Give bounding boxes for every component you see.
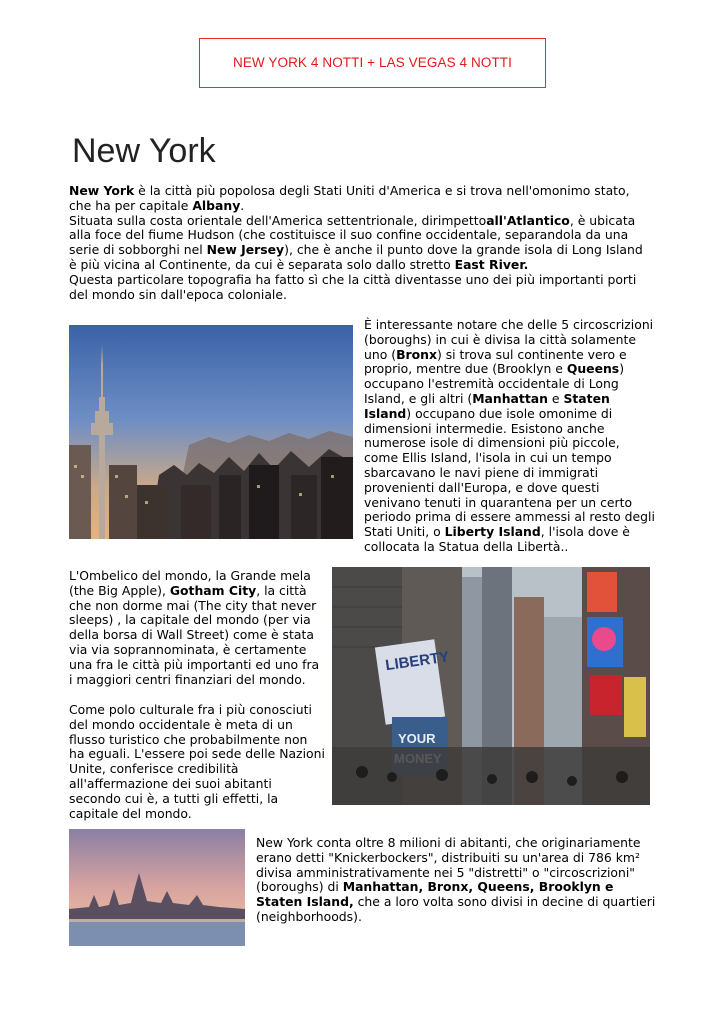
population-text: New York conta oltre 8 milioni di abitanti, che originariamente erano detti "Knickerbockers", distribuiti su un'area di 786 km² divisa amministrativamente nei 5 "distretti" o "circoscrizioni" (boroughs) di Manhattan, Bronx, Queens, Brooklyn e Staten Island, che a loro volta sono divisi in decine di quartieri (neighborhoods). [256, 835, 656, 924]
title-banner [199, 38, 546, 88]
times-square-photo [332, 567, 650, 805]
intro-paragraph-1: New York è la città più popolosa degli Stati Uniti d'America e si trova nell'omonimo stato, che ha per capitale Albany. [69, 183, 630, 213]
your-billboard: YOUR [398, 731, 436, 746]
intro-paragraph-3: Questa particolare topografia ha fatto sì che la città diventasse uno dei più importanti porti del mondo sin dall'epoca coloniale. [69, 271, 637, 302]
nicknames-text: L'Ombelico del mondo, la Grande mela (the Big Apple), Gotham City, la città che non dorme mai (The city that never sleeps) , la capitale del mondo (per via della borsa di Wall Street) come è stata via via soprannominata, è certamente una fra le città più importanti ed uno fra i maggiori centri finanziari del mondo. [69, 568, 320, 687]
intro-paragraph-2: Situata sulla costa orientale dell'America settentrionale, dirimpettoall'Atlantico, è ubicata alla foce del fiume Hudson (che costituisce il suo confine occidentale, separandola da una serie di sobborghi nel New Jersey), che è anche il punto dove la grande isola di Long Island è più vicina al Continente, da cui è separata solo dallo stretto East River. [69, 212, 643, 272]
intro-text [69, 184, 654, 302]
culture-text: Come polo culturale fra i più conosciuti del mondo occidentale è meta di un flusso turistico che probabilmente non ha eguali. L'essere poi sede delle Nazioni Unite, conferisce credibilità all'affermazione dei suoi abitanti secondo cui è, a tutti gli effetti, la capitale del mondo. [69, 702, 325, 821]
boroughs-text: È interessante notare che delle 5 circoscrizioni (boroughs) in cui è divisa la città solamente uno (Bronx) si trova sul continente vero e proprio, mentre due (Brooklyn e Queens) occupano l'estremità occidentale di Long Island, e gli altri (Manhattan e Staten Island) occupano due isole omonime di dimensioni intermedie. Esistono anche numerose isole di dimensioni più piccole, come Ellis Island, l'isola in cui un tempo sbarcavano le navi piene di immigrati provenienti dall'Europa, e dove questi venivano tenuti in quarantena per un certo periodo prima di essere ammessi al resto degli Stati Uniti, o Liberty Island, l'isola dove è collocata la Statua della Libertà.. [364, 317, 655, 554]
banner-text: NEW YORK 4 NOTTI + LAS VEGAS 4 NOTTI [232, 55, 513, 70]
skyline-photo [69, 829, 245, 946]
liberty-billboard: LIBERTY [384, 648, 451, 675]
page-title: New York [72, 132, 216, 170]
chrysler-building-photo [69, 325, 353, 539]
